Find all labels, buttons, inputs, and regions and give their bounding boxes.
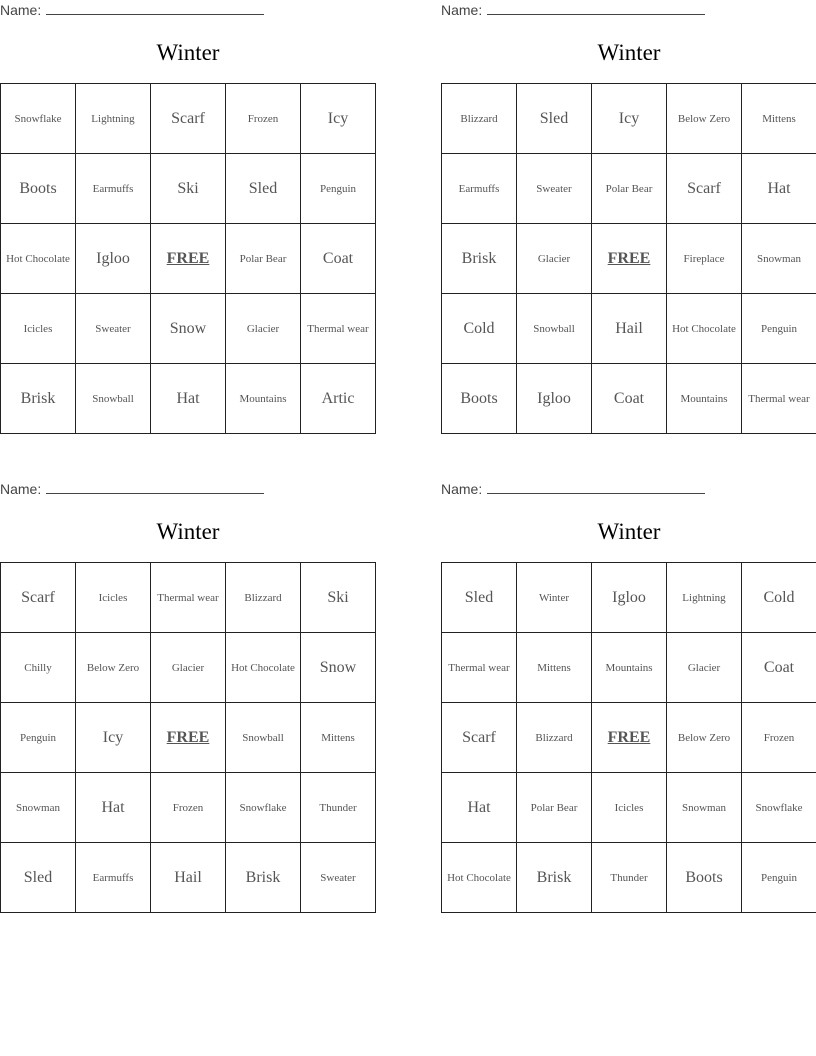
bingo-cell: Hot Chocolate	[226, 633, 301, 703]
card-title: Winter	[597, 40, 661, 65]
bingo-cell: Snow	[151, 294, 226, 364]
bingo-cell: Glacier	[151, 633, 226, 703]
bingo-cell: Icy	[76, 703, 151, 773]
bingo-cell: Glacier	[667, 633, 742, 703]
bingo-cell: Thermal wear	[151, 563, 226, 633]
bingo-cell: Hat	[76, 773, 151, 843]
bingo-cell: Snowflake	[226, 773, 301, 843]
bingo-cell: Hail	[592, 294, 667, 364]
bingo-cell: Mittens	[517, 633, 592, 703]
bingo-cell: Cold	[742, 563, 816, 633]
bingo-cell: Earmuffs	[76, 154, 151, 224]
bingo-cell: Glacier	[517, 224, 592, 294]
bingo-row	[1, 84, 376, 154]
bingo-cell: Snowman	[742, 224, 816, 294]
bingo-cell: Hail	[151, 843, 226, 913]
bingo-cell: Sweater	[76, 294, 151, 364]
bingo-row	[442, 154, 816, 224]
bingo-cell: Penguin	[301, 154, 376, 224]
bingo-cell: Below Zero	[667, 703, 742, 773]
bingo-cell: Icicles	[1, 294, 76, 364]
bingo-cell: Hat	[442, 773, 517, 843]
bingo-cell: Earmuffs	[442, 154, 517, 224]
bingo-cell: Thunder	[301, 773, 376, 843]
bingo-grid	[0, 562, 376, 913]
bingo-cell: Mittens	[301, 703, 376, 773]
bingo-cell: Thermal wear	[742, 364, 816, 434]
name-field	[441, 481, 705, 497]
bingo-cell: Below Zero	[76, 633, 151, 703]
name-blank-line	[46, 2, 264, 15]
name-label: Name:	[441, 481, 483, 497]
bingo-cell: Icicles	[76, 563, 151, 633]
bingo-cell: Icicles	[592, 773, 667, 843]
bingo-row	[1, 773, 376, 843]
bingo-cell: Polar Bear	[226, 224, 301, 294]
bingo-cell: Snow	[301, 633, 376, 703]
bingo-cell: Snowman	[667, 773, 742, 843]
bingo-cell: Penguin	[742, 294, 816, 364]
bingo-cell: Ski	[301, 563, 376, 633]
bingo-cell: Boots	[1, 154, 76, 224]
bingo-cell: Glacier	[226, 294, 301, 364]
card-title: Winter	[597, 519, 661, 544]
bingo-cell: Mittens	[742, 84, 816, 154]
free-space: FREE	[592, 224, 667, 294]
free-space: FREE	[151, 703, 226, 773]
bingo-cell: Scarf	[667, 154, 742, 224]
bingo-cell: Igloo	[517, 364, 592, 434]
bingo-cell: Mountains	[667, 364, 742, 434]
bingo-cell: Sled	[442, 563, 517, 633]
bingo-grid	[441, 562, 816, 913]
bingo-cell: Coat	[592, 364, 667, 434]
bingo-cell: Sweater	[517, 154, 592, 224]
bingo-cell: Sweater	[301, 843, 376, 913]
bingo-cell: Igloo	[592, 563, 667, 633]
bingo-cell: Snowflake	[1, 84, 76, 154]
name-field	[0, 2, 264, 18]
bingo-row	[442, 563, 816, 633]
bingo-cell: Sled	[1, 843, 76, 913]
bingo-row	[442, 843, 816, 913]
bingo-cell: Brisk	[1, 364, 76, 434]
bingo-row	[1, 563, 376, 633]
bingo-cell: Blizzard	[517, 703, 592, 773]
bingo-row	[1, 294, 376, 364]
bingo-row	[1, 224, 376, 294]
bingo-cell: Penguin	[1, 703, 76, 773]
bingo-row	[1, 364, 376, 434]
bingo-row	[1, 703, 376, 773]
bingo-row	[442, 84, 816, 154]
free-space: FREE	[151, 224, 226, 294]
card-title: Winter	[156, 40, 220, 65]
bingo-cell: Blizzard	[442, 84, 517, 154]
bingo-cell: Scarf	[442, 703, 517, 773]
bingo-cell: Icy	[592, 84, 667, 154]
bingo-cell: Polar Bear	[517, 773, 592, 843]
bingo-cell: Coat	[742, 633, 816, 703]
bingo-cell: Brisk	[517, 843, 592, 913]
bingo-cell: Hot Chocolate	[667, 294, 742, 364]
bingo-cell: Artic	[301, 364, 376, 434]
bingo-cell: Scarf	[1, 563, 76, 633]
bingo-cell: Fireplace	[667, 224, 742, 294]
name-blank-line	[487, 481, 705, 494]
bingo-cell: Sled	[517, 84, 592, 154]
name-blank-line	[46, 481, 264, 494]
bingo-cell: Snowman	[1, 773, 76, 843]
bingo-cell: Brisk	[226, 843, 301, 913]
bingo-cell: Blizzard	[226, 563, 301, 633]
bingo-cell: Icy	[301, 84, 376, 154]
bingo-cell: Earmuffs	[76, 843, 151, 913]
bingo-row	[442, 773, 816, 843]
bingo-cell: Penguin	[742, 843, 816, 913]
bingo-cell: Snowball	[76, 364, 151, 434]
name-blank-line	[487, 2, 705, 15]
bingo-cell: Hat	[742, 154, 816, 224]
bingo-cell: Sled	[226, 154, 301, 224]
bingo-cell: Ski	[151, 154, 226, 224]
bingo-cell: Frozen	[226, 84, 301, 154]
bingo-row	[442, 633, 816, 703]
bingo-cell: Thunder	[592, 843, 667, 913]
bingo-cell: Boots	[667, 843, 742, 913]
bingo-cell: Hot Chocolate	[442, 843, 517, 913]
bingo-cell: Lightning	[667, 563, 742, 633]
free-space: FREE	[592, 703, 667, 773]
bingo-cell: Coat	[301, 224, 376, 294]
bingo-cell: Brisk	[442, 224, 517, 294]
name-field	[0, 481, 264, 497]
bingo-cell: Igloo	[76, 224, 151, 294]
bingo-row	[442, 364, 816, 434]
bingo-cell: Chilly	[1, 633, 76, 703]
name-label: Name:	[0, 2, 42, 18]
bingo-grid	[0, 83, 376, 434]
bingo-cell: Lightning	[76, 84, 151, 154]
bingo-cell: Hat	[151, 364, 226, 434]
bingo-cell: Mountains	[592, 633, 667, 703]
bingo-row	[442, 703, 816, 773]
bingo-row	[442, 224, 816, 294]
name-label: Name:	[0, 481, 42, 497]
bingo-cell: Polar Bear	[592, 154, 667, 224]
bingo-row	[1, 154, 376, 224]
bingo-row	[442, 294, 816, 364]
bingo-cell: Mountains	[226, 364, 301, 434]
bingo-cell: Winter	[517, 563, 592, 633]
bingo-cell: Snowball	[517, 294, 592, 364]
bingo-cell: Frozen	[742, 703, 816, 773]
bingo-cell: Cold	[442, 294, 517, 364]
bingo-cell: Below Zero	[667, 84, 742, 154]
bingo-cell: Scarf	[151, 84, 226, 154]
bingo-cell: Hot Chocolate	[1, 224, 76, 294]
bingo-cell: Thermal wear	[442, 633, 517, 703]
card-title: Winter	[156, 519, 220, 544]
name-field	[441, 2, 705, 18]
bingo-row	[1, 843, 376, 913]
bingo-cell: Thermal wear	[301, 294, 376, 364]
name-label: Name:	[441, 2, 483, 18]
bingo-cell: Snowflake	[742, 773, 816, 843]
bingo-cell: Snowball	[226, 703, 301, 773]
bingo-row	[1, 633, 376, 703]
bingo-cell: Frozen	[151, 773, 226, 843]
bingo-cell: Boots	[442, 364, 517, 434]
bingo-grid	[441, 83, 816, 434]
